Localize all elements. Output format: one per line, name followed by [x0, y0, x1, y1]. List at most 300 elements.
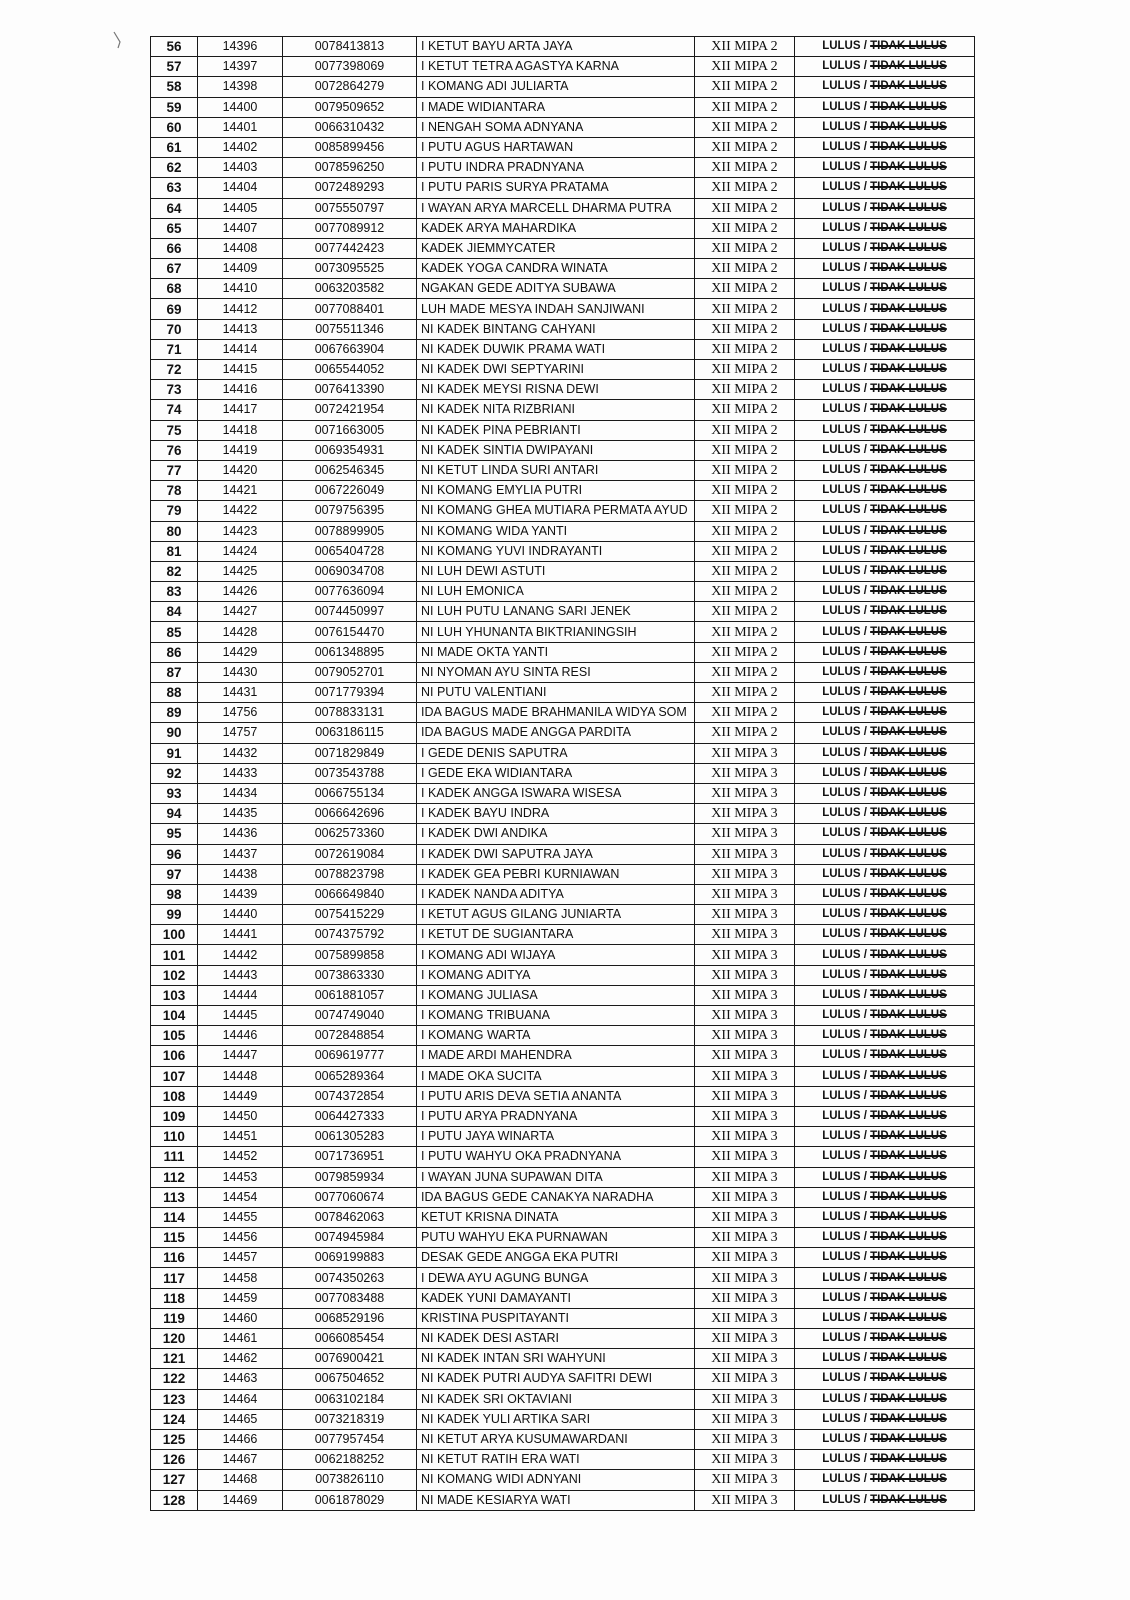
student-class: XII MIPA 3: [695, 985, 795, 1005]
student-nis: 14434: [198, 783, 283, 803]
row-number: 103: [151, 985, 198, 1005]
student-nis: 14454: [198, 1187, 283, 1207]
status-fail-struck: TIDAK LULUS: [870, 322, 947, 335]
student-nis: 14456: [198, 1228, 283, 1248]
table-row: [151, 137, 975, 157]
student-nisn: 0076154470: [283, 622, 417, 642]
student-nis: 14427: [198, 602, 283, 622]
status-fail-struck: TIDAK LULUS: [870, 686, 947, 699]
student-class: XII MIPA 3: [695, 965, 795, 985]
table-row: [151, 1288, 975, 1308]
row-number: 109: [151, 1106, 198, 1126]
row-number: 127: [151, 1470, 198, 1490]
row-number: 71: [151, 339, 198, 359]
student-class: XII MIPA 3: [695, 925, 795, 945]
graduation-status: [795, 420, 975, 440]
status-pass: LULUS /: [822, 504, 871, 517]
status-fail-struck: TIDAK LULUS: [870, 1190, 947, 1203]
student-nisn: 0065289364: [283, 1066, 417, 1086]
student-name: NI KADEK DESI ASTARI: [417, 1329, 695, 1349]
status-pass: LULUS /: [822, 1392, 871, 1405]
student-nisn: 0077088401: [283, 299, 417, 319]
student-nis: 14461: [198, 1329, 283, 1349]
student-nis: 14402: [198, 137, 283, 157]
student-nis: 14429: [198, 642, 283, 662]
graduation-status: [795, 1026, 975, 1046]
student-name: KADEK JIEMMYCATER: [417, 238, 695, 258]
student-nisn: 0085899456: [283, 137, 417, 157]
row-number: 118: [151, 1288, 198, 1308]
student-class: XII MIPA 2: [695, 481, 795, 501]
status-fail-struck: TIDAK LULUS: [870, 161, 947, 174]
graduation-status: [795, 460, 975, 480]
status-fail-struck: TIDAK LULUS: [870, 1069, 947, 1082]
student-nisn: 0073543788: [283, 763, 417, 783]
graduation-status: [795, 178, 975, 198]
graduation-status: [795, 1369, 975, 1389]
student-name: NI LUH DEWI ASTUTI: [417, 561, 695, 581]
status-fail-struck: TIDAK LULUS: [870, 1392, 947, 1405]
student-name: NI KOMANG WIDA YANTI: [417, 521, 695, 541]
student-name: I KADEK NANDA ADITYA: [417, 884, 695, 904]
status-pass: LULUS /: [822, 262, 871, 275]
student-nis: 14445: [198, 1006, 283, 1026]
graduation-status: [795, 824, 975, 844]
graduation-status: [795, 1187, 975, 1207]
student-name: I PUTU PARIS SURYA PRATAMA: [417, 178, 695, 198]
student-name: IDA BAGUS MADE ANGGA PARDITA: [417, 723, 695, 743]
table-row: [151, 642, 975, 662]
scan-artifact-mark: [112, 30, 126, 52]
status-fail-struck: TIDAK LULUS: [870, 887, 947, 900]
row-number: 57: [151, 57, 198, 77]
table-row: [151, 763, 975, 783]
student-class: XII MIPA 3: [695, 1106, 795, 1126]
student-nis: 14440: [198, 905, 283, 925]
status-pass: LULUS /: [822, 968, 871, 981]
student-class: XII MIPA 3: [695, 1147, 795, 1167]
table-row: [151, 602, 975, 622]
status-pass: LULUS /: [822, 564, 871, 577]
status-pass: LULUS /: [822, 1170, 871, 1183]
student-name: I KOMANG ADI JULIARTA: [417, 77, 695, 97]
status-fail-struck: TIDAK LULUS: [870, 665, 947, 678]
student-class: XII MIPA 2: [695, 642, 795, 662]
status-pass: LULUS /: [822, 827, 871, 840]
status-fail-struck: TIDAK LULUS: [870, 262, 947, 275]
student-name: NI LUH PUTU LANANG SARI JENEK: [417, 602, 695, 622]
graduation-status: [795, 864, 975, 884]
status-fail-struck: TIDAK LULUS: [870, 625, 947, 638]
status-fail-struck: TIDAK LULUS: [870, 928, 947, 941]
student-nis: 14422: [198, 501, 283, 521]
student-name: NI LUH EMONICA: [417, 582, 695, 602]
graduation-status: [795, 582, 975, 602]
student-nisn: 0071736951: [283, 1147, 417, 1167]
student-nisn: 0076900421: [283, 1349, 417, 1369]
row-number: 56: [151, 37, 198, 57]
graduation-status: [795, 1409, 975, 1429]
row-number: 74: [151, 400, 198, 420]
status-fail-struck: TIDAK LULUS: [870, 60, 947, 73]
status-fail-struck: TIDAK LULUS: [870, 464, 947, 477]
status-fail-struck: TIDAK LULUS: [870, 968, 947, 981]
status-pass: LULUS /: [822, 1433, 871, 1446]
row-number: 80: [151, 521, 198, 541]
status-fail-struck: TIDAK LULUS: [870, 988, 947, 1001]
status-fail-struck: TIDAK LULUS: [870, 1271, 947, 1284]
graduation-status: [795, 622, 975, 642]
graduation-status: [795, 1429, 975, 1449]
row-number: 83: [151, 582, 198, 602]
student-nisn: 0071779394: [283, 683, 417, 703]
student-nisn: 0078462063: [283, 1207, 417, 1227]
graduation-status: [795, 683, 975, 703]
student-class: XII MIPA 3: [695, 1006, 795, 1026]
graduation-status: [795, 238, 975, 258]
graduation-status: [795, 37, 975, 57]
row-number: 91: [151, 743, 198, 763]
student-name: NI MADE OKTA YANTI: [417, 642, 695, 662]
student-nis: 14465: [198, 1409, 283, 1429]
row-number: 99: [151, 905, 198, 925]
row-number: 116: [151, 1248, 198, 1268]
table-row: [151, 1329, 975, 1349]
graduation-status: [795, 723, 975, 743]
student-nis: 14397: [198, 57, 283, 77]
student-name: NI KADEK PUTRI AUDYA SAFITRI DEWI: [417, 1369, 695, 1389]
status-fail-struck: TIDAK LULUS: [870, 201, 947, 214]
student-name: I KOMANG ADI WIJAYA: [417, 945, 695, 965]
graduation-status: [795, 1349, 975, 1369]
graduation-status: [795, 501, 975, 521]
student-nisn: 0074945984: [283, 1228, 417, 1248]
student-nisn: 0076413390: [283, 380, 417, 400]
status-pass: LULUS /: [822, 1291, 871, 1304]
student-class: XII MIPA 3: [695, 743, 795, 763]
student-nisn: 0072489293: [283, 178, 417, 198]
row-number: 128: [151, 1490, 198, 1510]
status-pass: LULUS /: [822, 1110, 871, 1123]
status-fail-struck: TIDAK LULUS: [870, 1049, 947, 1062]
student-class: XII MIPA 2: [695, 602, 795, 622]
row-number: 82: [151, 561, 198, 581]
student-name: I GEDE EKA WIDIANTARA: [417, 763, 695, 783]
graduation-status: [795, 158, 975, 178]
graduation-table: [150, 36, 975, 1511]
row-number: 81: [151, 541, 198, 561]
graduation-status: [795, 541, 975, 561]
student-nisn: 0061881057: [283, 985, 417, 1005]
student-class: XII MIPA 3: [695, 1369, 795, 1389]
student-nisn: 0066085454: [283, 1329, 417, 1349]
status-pass: LULUS /: [822, 1493, 871, 1506]
table-row: [151, 57, 975, 77]
student-nisn: 0061348895: [283, 642, 417, 662]
status-fail-struck: TIDAK LULUS: [870, 847, 947, 860]
student-nisn: 0078833131: [283, 703, 417, 723]
student-class: XII MIPA 2: [695, 259, 795, 279]
status-fail-struck: TIDAK LULUS: [870, 181, 947, 194]
student-name: I PUTU ARIS DEVA SETIA ANANTA: [417, 1086, 695, 1106]
graduation-status: [795, 1389, 975, 1409]
status-pass: LULUS /: [822, 423, 871, 436]
student-name: I KADEK DWI ANDIKA: [417, 824, 695, 844]
status-fail-struck: TIDAK LULUS: [870, 726, 947, 739]
status-pass: LULUS /: [822, 60, 871, 73]
row-number: 112: [151, 1167, 198, 1187]
row-number: 64: [151, 198, 198, 218]
row-number: 101: [151, 945, 198, 965]
student-nis: 14450: [198, 1106, 283, 1126]
student-class: XII MIPA 3: [695, 824, 795, 844]
table-row: [151, 37, 975, 57]
graduation-status: [795, 743, 975, 763]
student-name: KADEK YUNI DAMAYANTI: [417, 1288, 695, 1308]
student-nis: 14451: [198, 1127, 283, 1147]
student-name: I MADE WIDIANTARA: [417, 97, 695, 117]
graduation-status: [795, 642, 975, 662]
status-pass: LULUS /: [822, 665, 871, 678]
student-class: XII MIPA 3: [695, 804, 795, 824]
status-pass: LULUS /: [822, 847, 871, 860]
student-name: PUTU WAHYU EKA PURNAWAN: [417, 1228, 695, 1248]
graduation-status: [795, 1006, 975, 1026]
table-row: [151, 1248, 975, 1268]
row-number: 86: [151, 642, 198, 662]
student-name: I KADEK BAYU INDRA: [417, 804, 695, 824]
row-number: 114: [151, 1207, 198, 1227]
status-pass: LULUS /: [822, 1130, 871, 1143]
student-nis: 14437: [198, 844, 283, 864]
status-pass: LULUS /: [822, 484, 871, 497]
graduation-status: [795, 602, 975, 622]
graduation-status: [795, 1066, 975, 1086]
student-nisn: 0073826110: [283, 1470, 417, 1490]
status-fail-struck: TIDAK LULUS: [870, 908, 947, 921]
row-number: 72: [151, 360, 198, 380]
student-nis: 14418: [198, 420, 283, 440]
student-nisn: 0062546345: [283, 460, 417, 480]
status-pass: LULUS /: [822, 1251, 871, 1264]
student-nis: 14410: [198, 279, 283, 299]
student-name: I PUTU JAYA WINARTA: [417, 1127, 695, 1147]
graduation-status: [795, 319, 975, 339]
student-nisn: 0075511346: [283, 319, 417, 339]
student-class: XII MIPA 3: [695, 1389, 795, 1409]
table-row: [151, 521, 975, 541]
table-row: [151, 501, 975, 521]
student-class: XII MIPA 2: [695, 541, 795, 561]
student-nisn: 0063186115: [283, 723, 417, 743]
table-row: [151, 884, 975, 904]
row-number: 77: [151, 460, 198, 480]
status-pass: LULUS /: [822, 625, 871, 638]
row-number: 105: [151, 1026, 198, 1046]
student-nisn: 0066649840: [283, 884, 417, 904]
table-row: [151, 481, 975, 501]
student-class: XII MIPA 2: [695, 380, 795, 400]
table-row: [151, 905, 975, 925]
student-name: I GEDE DENIS SAPUTRA: [417, 743, 695, 763]
table-row: [151, 582, 975, 602]
student-nis: 14416: [198, 380, 283, 400]
table-row: [151, 824, 975, 844]
student-nis: 14424: [198, 541, 283, 561]
table-row: [151, 1409, 975, 1429]
row-number: 79: [151, 501, 198, 521]
graduation-status: [795, 440, 975, 460]
table-row: [151, 804, 975, 824]
row-number: 107: [151, 1066, 198, 1086]
graduation-status: [795, 299, 975, 319]
student-nisn: 0074749040: [283, 1006, 417, 1026]
row-number: 68: [151, 279, 198, 299]
student-nisn: 0065544052: [283, 360, 417, 380]
row-number: 96: [151, 844, 198, 864]
student-nis: 14756: [198, 703, 283, 723]
student-name: I MADE ARDI MAHENDRA: [417, 1046, 695, 1066]
graduation-status: [795, 965, 975, 985]
status-fail-struck: TIDAK LULUS: [870, 1009, 947, 1022]
table-row: [151, 178, 975, 198]
student-class: XII MIPA 2: [695, 582, 795, 602]
status-pass: LULUS /: [822, 100, 871, 113]
student-name: NI KOMANG GHEA MUTIARA PERMATA AYUD: [417, 501, 695, 521]
student-class: XII MIPA 2: [695, 683, 795, 703]
status-pass: LULUS /: [822, 1190, 871, 1203]
row-number: 69: [151, 299, 198, 319]
status-fail-struck: TIDAK LULUS: [870, 1311, 947, 1324]
student-name: NI KADEK BINTANG CAHYANI: [417, 319, 695, 339]
table-row: [151, 1106, 975, 1126]
row-number: 98: [151, 884, 198, 904]
student-class: XII MIPA 2: [695, 460, 795, 480]
student-class: XII MIPA 3: [695, 783, 795, 803]
student-name: I DEWA AYU AGUNG BUNGA: [417, 1268, 695, 1288]
graduation-status: [795, 117, 975, 137]
status-pass: LULUS /: [822, 524, 871, 537]
student-name: I KADEK GEA PEBRI KURNIAWAN: [417, 864, 695, 884]
student-class: XII MIPA 3: [695, 1187, 795, 1207]
student-name: NI KADEK SINTIA DWIPAYANI: [417, 440, 695, 460]
table-row: [151, 1228, 975, 1248]
student-class: XII MIPA 2: [695, 158, 795, 178]
row-number: 93: [151, 783, 198, 803]
row-number: 70: [151, 319, 198, 339]
student-name: I NENGAH SOMA ADNYANA: [417, 117, 695, 137]
row-number: 126: [151, 1450, 198, 1470]
student-name: KRISTINA PUSPITAYANTI: [417, 1308, 695, 1328]
student-nis: 14414: [198, 339, 283, 359]
status-pass: LULUS /: [822, 908, 871, 921]
graduation-status: [795, 1308, 975, 1328]
student-nis: 14436: [198, 824, 283, 844]
student-name: I PUTU AGUS HARTAWAN: [417, 137, 695, 157]
status-pass: LULUS /: [822, 645, 871, 658]
status-pass: LULUS /: [822, 928, 871, 941]
table-row: [151, 925, 975, 945]
student-name: NI MADE KESIARYA WATI: [417, 1490, 695, 1510]
table-row: [151, 1147, 975, 1167]
student-class: XII MIPA 2: [695, 561, 795, 581]
status-pass: LULUS /: [822, 363, 871, 376]
status-pass: LULUS /: [822, 141, 871, 154]
student-nisn: 0073095525: [283, 259, 417, 279]
student-name: KETUT KRISNA DINATA: [417, 1207, 695, 1227]
student-class: XII MIPA 3: [695, 1228, 795, 1248]
student-class: XII MIPA 2: [695, 238, 795, 258]
status-fail-struck: TIDAK LULUS: [870, 1150, 947, 1163]
status-pass: LULUS /: [822, 1069, 871, 1082]
table-row: [151, 541, 975, 561]
student-nisn: 0067504652: [283, 1369, 417, 1389]
graduation-status: [795, 360, 975, 380]
student-class: XII MIPA 3: [695, 1046, 795, 1066]
graduation-status: [795, 1106, 975, 1126]
student-nisn: 0069354931: [283, 440, 417, 460]
table-row: [151, 662, 975, 682]
table-row: [151, 400, 975, 420]
student-class: XII MIPA 3: [695, 1127, 795, 1147]
status-fail-struck: TIDAK LULUS: [870, 383, 947, 396]
table-row: [151, 97, 975, 117]
graduation-status: [795, 57, 975, 77]
student-name: I KETUT DE SUGIANTARA: [417, 925, 695, 945]
row-number: 95: [151, 824, 198, 844]
graduation-status: [795, 905, 975, 925]
status-pass: LULUS /: [822, 787, 871, 800]
graduation-status: [795, 561, 975, 581]
graduation-status: [795, 1268, 975, 1288]
student-class: XII MIPA 2: [695, 319, 795, 339]
student-name: I KOMANG WARTA: [417, 1026, 695, 1046]
student-nisn: 0079052701: [283, 662, 417, 682]
status-pass: LULUS /: [822, 1231, 871, 1244]
student-nisn: 0072619084: [283, 844, 417, 864]
table-row: [151, 279, 975, 299]
student-nisn: 0072848854: [283, 1026, 417, 1046]
table-row: [151, 339, 975, 359]
status-fail-struck: TIDAK LULUS: [870, 1352, 947, 1365]
status-fail-struck: TIDAK LULUS: [870, 443, 947, 456]
student-nisn: 0072864279: [283, 77, 417, 97]
status-pass: LULUS /: [822, 282, 871, 295]
graduation-status: [795, 925, 975, 945]
student-name: NI KADEK YULI ARTIKA SARI: [417, 1409, 695, 1429]
student-nis: 14469: [198, 1490, 283, 1510]
status-pass: LULUS /: [822, 120, 871, 133]
student-nis: 14460: [198, 1308, 283, 1328]
student-name: NI KADEK DUWIK PRAMA WATI: [417, 339, 695, 359]
table-row: [151, 1066, 975, 1086]
status-pass: LULUS /: [822, 726, 871, 739]
student-nis: 14467: [198, 1450, 283, 1470]
table-row: [151, 440, 975, 460]
student-nisn: 0062573360: [283, 824, 417, 844]
student-nisn: 0069619777: [283, 1046, 417, 1066]
row-number: 66: [151, 238, 198, 258]
status-fail-struck: TIDAK LULUS: [870, 1473, 947, 1486]
student-class: XII MIPA 2: [695, 37, 795, 57]
graduation-status: [795, 1086, 975, 1106]
row-number: 84: [151, 602, 198, 622]
student-nis: 14425: [198, 561, 283, 581]
student-name: NI KOMANG YUVI INDRAYANTI: [417, 541, 695, 561]
student-nisn: 0073863330: [283, 965, 417, 985]
table-row: [151, 1308, 975, 1328]
student-name: I KOMANG TRIBUANA: [417, 1006, 695, 1026]
